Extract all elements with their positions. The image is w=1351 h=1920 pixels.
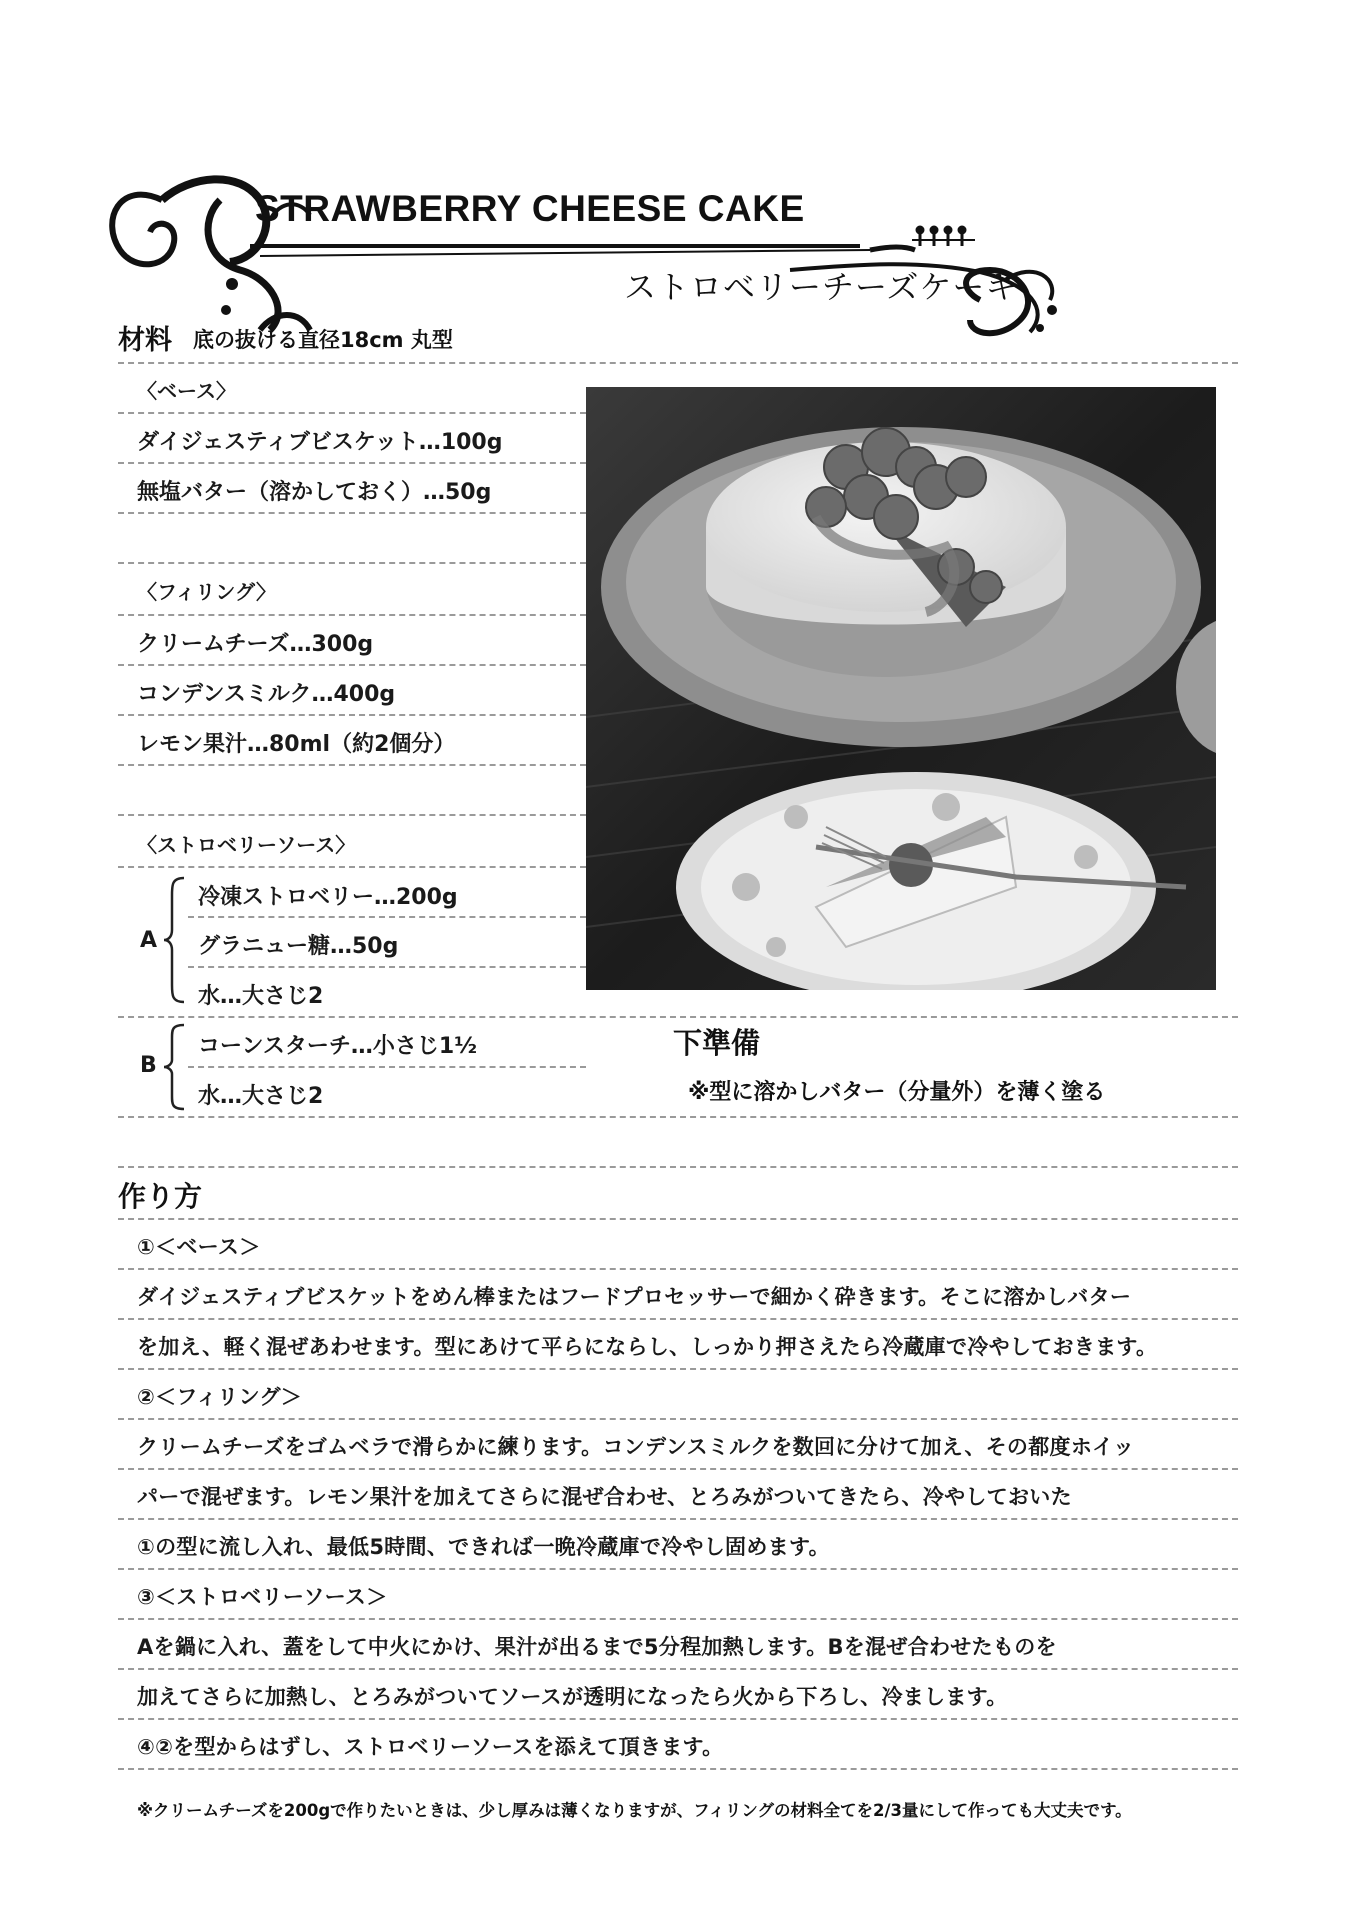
step-text: Aを鍋に入れ、蓋をして中火にかけ、果汁が出るまで5分程加熱します。Bを混ぜ合わせたものを (137, 1635, 1057, 1659)
step-text: ダイジェスティブビスケットをめん棒またはフードプロセッサーで細かく砕きます。そこに溶かしバター (137, 1285, 1132, 1309)
divider (118, 462, 586, 464)
ingredient-item: グラニュー糖…50g (198, 934, 399, 959)
divider (118, 1318, 1238, 1320)
prep-heading: 下準備 (673, 1026, 761, 1060)
ingredient-item: 水…大さじ2 (198, 1084, 324, 1109)
brace-icon (162, 1022, 188, 1112)
divider (118, 1368, 1238, 1370)
divider (118, 1418, 1238, 1420)
divider (118, 562, 586, 564)
ingredient-item: コーンスターチ…小さじ1½ (198, 1034, 477, 1059)
divider (118, 614, 586, 616)
divider (118, 1016, 1238, 1018)
step-text: を加え、軽く混ぜあわせます。型にあけて平らにならし、しっかり押さえたら冷蔵庫で冷やしておきます。 (137, 1335, 1158, 1359)
filling-heading: 〈フィリング〉 (137, 580, 276, 604)
title-japanese: ストロベリーチーズケーキ (624, 268, 1019, 306)
footnote: ※クリームチーズを200gで作りたいときは、少し厚みは薄くなりますが、フィリングの材料全てを2/3量にして作っても大丈夫です。 (137, 1801, 1132, 1820)
materials-pan-size: 底の抜ける直径18cm 丸型 (193, 328, 453, 352)
step-heading: ②＜フィリング＞ (137, 1385, 303, 1409)
divider (188, 966, 586, 968)
ingredient-item: 無塩バター（溶かしておく）…50g (137, 480, 492, 505)
divider (118, 814, 586, 816)
divider (118, 1268, 1238, 1270)
divider (118, 866, 586, 868)
divider (118, 664, 586, 666)
prep-note: ※型に溶かしバター（分量外）を薄く塗る (688, 1080, 1106, 1105)
divider (188, 916, 586, 918)
brace-icon (162, 875, 188, 1005)
divider (118, 764, 586, 766)
step-text: ①の型に流し入れ、最低5時間、できれば一晩冷蔵庫で冷やし固めます。 (137, 1535, 830, 1559)
ingredient-item: 冷凍ストロベリー…200g (198, 885, 458, 910)
divider (118, 1518, 1238, 1520)
ingredient-item: クリームチーズ…300g (137, 632, 374, 657)
step-text: パーで混ぜます。レモン果汁を加えてさらに混ぜ合わせ、とろみがついてきたら、冷やしておいた (137, 1485, 1072, 1509)
divider (118, 412, 586, 414)
divider (118, 1116, 1238, 1118)
divider (118, 1468, 1238, 1470)
divider (118, 1668, 1238, 1670)
divider (188, 1066, 586, 1068)
divider (118, 1618, 1238, 1620)
divider (118, 1166, 1238, 1168)
divider (118, 1768, 1238, 1770)
group-b-label: B (140, 1053, 157, 1078)
step-heading: ①＜ベース＞ (137, 1235, 261, 1259)
title-english: STRAWBERRY CHEESE CAKE (255, 188, 805, 229)
cake-photo (586, 387, 1216, 990)
ingredient-item: レモン果汁…80ml（約2個分） (137, 732, 456, 757)
divider (118, 714, 586, 716)
divider (118, 1568, 1238, 1570)
divider (118, 1218, 1238, 1220)
step-text: クリームチーズをゴムベラで滑らかに練ります。コンデンスミルクを数回に分けて加え、その都度ホイッ (137, 1435, 1135, 1459)
group-a-label: A (140, 928, 158, 953)
sauce-heading: 〈ストロベリーソース〉 (137, 833, 356, 857)
step-heading: ③＜ストロベリーソース＞ (137, 1585, 388, 1609)
divider (118, 512, 586, 514)
divider (118, 1718, 1238, 1720)
ingredient-item: コンデンスミルク…400g (137, 682, 396, 707)
divider (118, 362, 1238, 364)
ingredient-item: 水…大さじ2 (198, 984, 324, 1009)
step-text: 加えてさらに加熱し、とろみがついてソースが透明になったら火から下ろし、冷まします。 (137, 1685, 1008, 1709)
base-heading: 〈ベース〉 (137, 379, 236, 403)
ingredient-item: ダイジェスティブビスケット…100g (137, 430, 503, 455)
step-text: ④②を型からはずし、ストロベリーソースを添えて頂きます。 (137, 1735, 724, 1759)
materials-heading: 材料 (118, 325, 172, 356)
method-heading: 作り方 (118, 1180, 203, 1213)
